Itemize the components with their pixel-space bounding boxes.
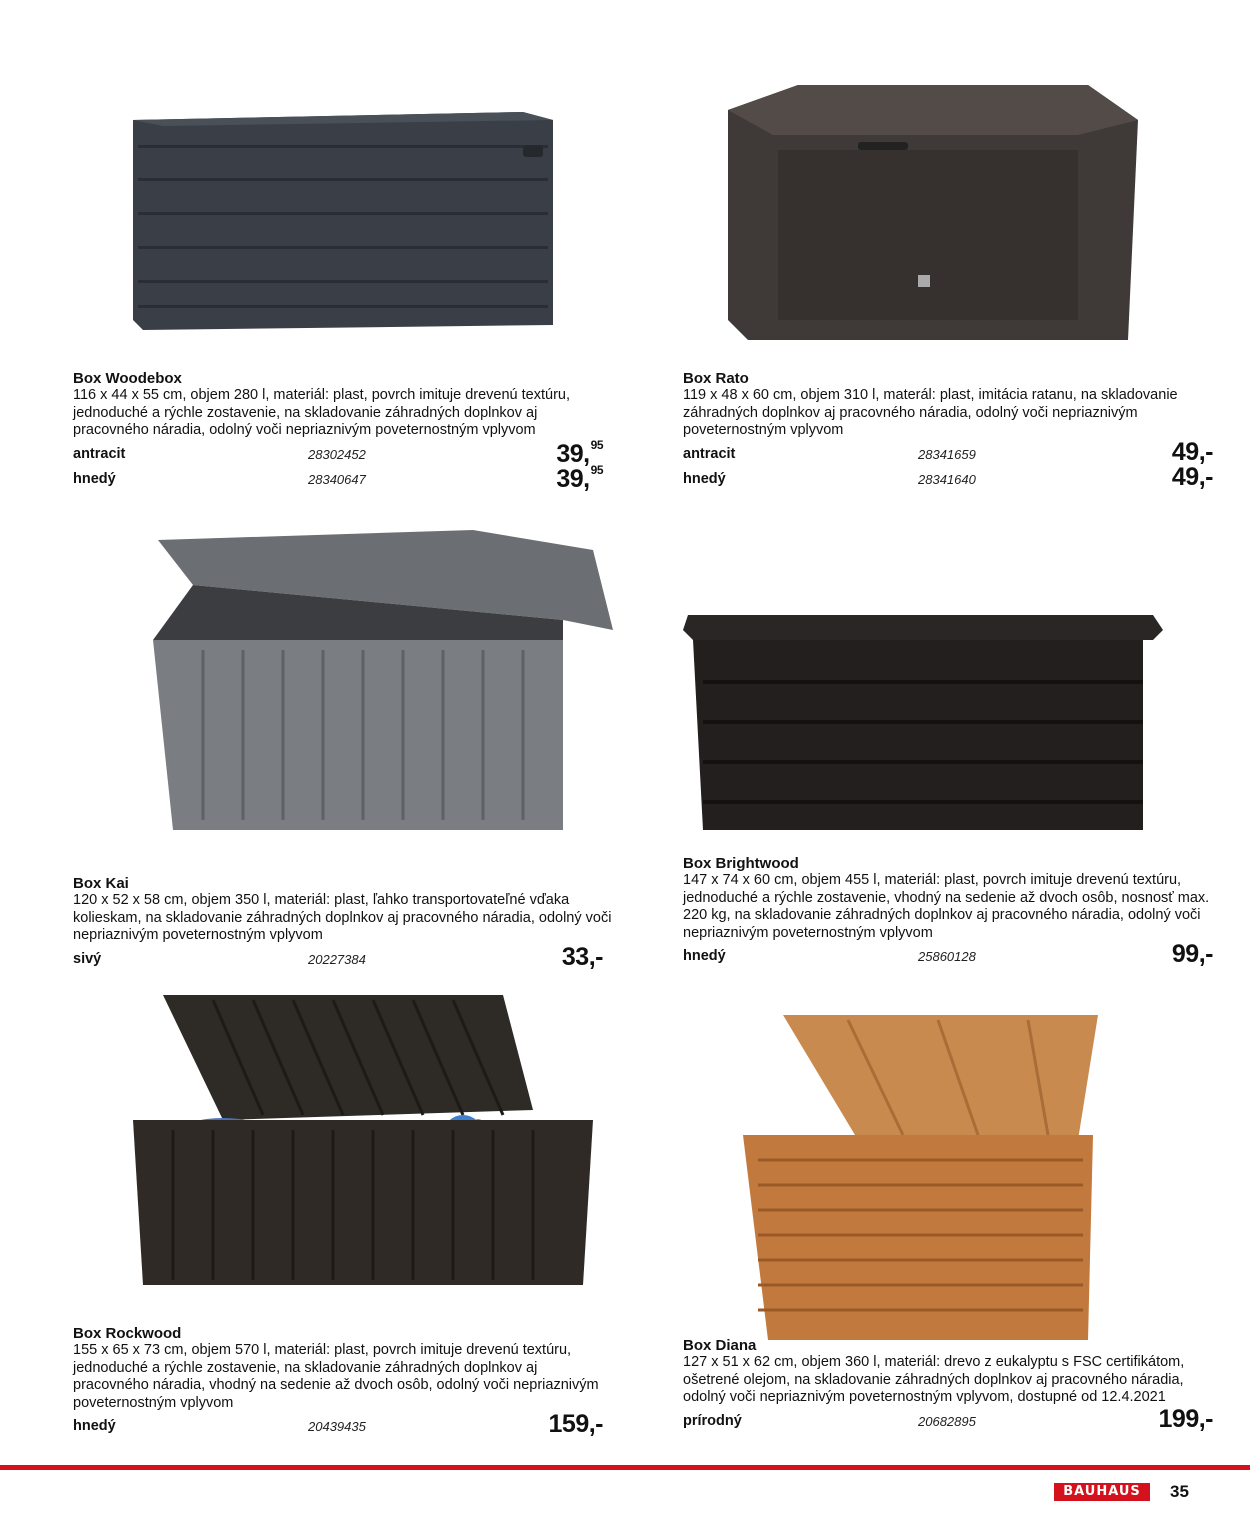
price: 199,-	[1158, 1404, 1213, 1433]
product-description: 147 x 74 x 60 cm, objem 455 l, materiál: plast, povrch imituje drevenú textúru, jednoduché a rýchle zostavenie, vhodný na sedenie až dvoch osôb, nosnosť max. 220 kg, na skladovanie záhradných doplnkov aj pracovného náradia, odolný voči nepriaznivým poveternostným vplyvom	[683, 872, 1210, 941]
variant-row	[683, 1404, 1223, 1433]
price: 99,-	[1171, 940, 1213, 968]
product-title: Box Diana	[683, 1337, 757, 1354]
price: 49,-	[1171, 462, 1213, 491]
product-code: 25860128	[918, 949, 976, 964]
product-title: Box Brightwood	[683, 855, 799, 872]
variant-name: prírodný	[683, 1412, 742, 1429]
product-code: 20682895	[918, 1413, 976, 1429]
footer-divider	[0, 1465, 1250, 1470]
page-number: 35	[1170, 1482, 1189, 1501]
woodebox-image	[123, 100, 643, 340]
variant-name: antracit	[683, 445, 736, 462]
variant-name: hnedý	[73, 470, 116, 487]
variant-name: sivý	[73, 950, 102, 967]
product-description: 116 x 44 x 55 cm, objem 280 l, materiál: plast, povrch imituje drevenú textúru, jednoduché a rýchle zostavenie, na skladovanie záhradných doplnkov aj pracovného náradia, odolný voči nepriaznivým poveternostným vplyvom	[73, 387, 571, 438]
brightwood-image	[683, 610, 1183, 840]
variant-name: hnedý	[683, 948, 726, 964]
product-code: 28340647	[308, 471, 366, 487]
variant-name: hnedý	[73, 1418, 116, 1434]
product-title: Box Rockwood	[73, 1325, 182, 1342]
rato-image	[718, 80, 1198, 350]
product-description: 120 x 52 x 58 cm, objem 350 l, materiál: plast, ľahko transportovateľné vďaka kolieskam, na skladovanie záhradných doplnkov aj pracovného náradia, odolný voči nepriaznivým poveternostným vplyvom	[73, 892, 612, 943]
variant-row	[683, 437, 1223, 466]
diana-image	[738, 1010, 1178, 1340]
price: 159,-	[548, 1410, 603, 1438]
kai-image	[143, 530, 623, 840]
product-code: 28341659	[918, 446, 976, 462]
variant-row	[683, 942, 1223, 967]
variant-row	[73, 437, 613, 468]
product-code: 28341640	[918, 471, 976, 487]
price: 39,95	[556, 462, 603, 493]
price: 39,95	[556, 437, 603, 468]
price: 33,-	[561, 942, 603, 971]
variant-name: antracit	[73, 445, 126, 462]
rockwood-image	[133, 990, 633, 1290]
product-title: Box Kai	[73, 875, 129, 892]
variant-row	[73, 462, 613, 493]
product-code: 20227384	[308, 951, 366, 967]
product-code: 28302452	[308, 446, 366, 462]
product-description: 155 x 65 x 73 cm, objem 570 l, materiál: plast, povrch imituje drevenú textúru, jednoduché a rýchle zostavenie, na skladovanie záhradných doplnkov aj pracovného náradia, vhodný na sedenie až dvoch osôb, odolný voči nepriaznivým poveternostným vplyvom	[73, 1342, 599, 1411]
product-title: Box Woodebox	[73, 370, 182, 387]
price: 49,-	[1171, 437, 1213, 466]
product-description: 127 x 51 x 62 cm, objem 360 l, materiál: drevo z eukalyptu s FSC certifikátom, ošetrené olejom, na skladovanie záhradných doplnkov aj pracovného náradia, odolný voči nepriaznivým poveternostným vplyvom, dostupné od 12.4.2021	[683, 1354, 1185, 1405]
variant-row	[683, 462, 1223, 491]
variant-name: hnedý	[683, 470, 726, 487]
product-description: 119 x 48 x 60 cm, objem 310 l, materál: plast, imitácia ratanu, na skladovanie záhradných doplnkov aj pracovného náradia, odolný voči nepriaznivým poveternostným vplyvom	[683, 387, 1178, 438]
variant-row	[73, 942, 613, 971]
product-code: 20439435	[308, 1419, 366, 1434]
bauhaus-logo: BAUHAUS	[1054, 1483, 1150, 1501]
variant-row	[73, 1412, 613, 1437]
product-title: Box Rato	[683, 370, 749, 387]
